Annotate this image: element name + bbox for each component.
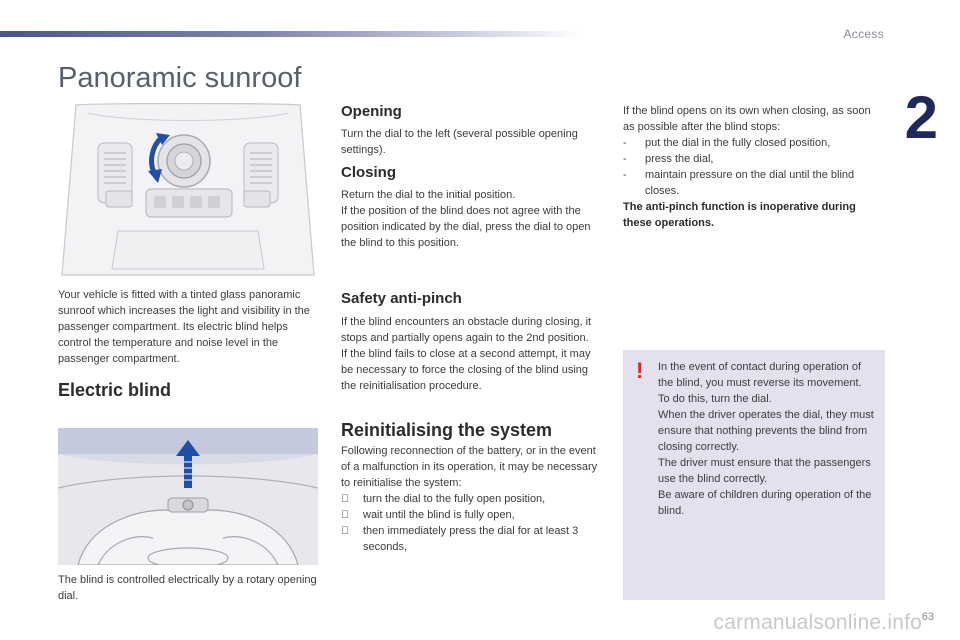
dash-icon: - [623,137,627,149]
warning-line: When the driver operates the dial, they must ensure that nothing prevents the blind from closing correctly. [658,409,874,453]
closing-text-1: Return the dial to the initial position. [341,189,516,201]
anti-pinch-note: The anti-pinch function is inoperative during these operations. [623,201,856,229]
electric-blind-caption: The blind is controlled electrically by a rotary opening dial. [58,574,317,602]
anti-pinch-text [341,314,603,394]
header-color-bar [0,31,580,37]
warning-icon: ! [636,358,644,383]
list-item: - put the dial in the fully closed position, [623,137,831,149]
reinit-section [341,443,603,555]
continued-steps [623,135,885,199]
dash-icon: - [623,169,627,181]
rotary-dial-illustration [58,103,318,278]
list-item: then immediately press the dial for at least 3 seconds, [341,523,603,555]
heading-opening: Opening [341,103,402,120]
bullet-icon [341,523,357,539]
closing-text [341,187,603,251]
intro-paragraph: Your vehicle is fitted with a tinted glass panoramic sunroof which increases the light and visibility in the passenger compartment. Its electric blind helps control the temperature and noise level in the passenger compartment. [58,289,310,365]
list-item: - maintain pressure on the dial until the blind closes. [623,169,855,197]
opening-text: Turn the dial to the left (several possible opening settings). [341,128,578,156]
page-title: Panoramic sunroof [58,62,302,94]
list-item: wait until the blind is fully open, [341,507,603,523]
page-number: 63 [921,611,934,623]
warning-box [623,350,885,600]
watermark: carmanualsonline.info [713,611,922,634]
anti-pinch-text-2: If the blind fails to close at a second attempt, it may be necessary to force the closing of the blind using the reinitialisation procedure. [341,348,591,392]
section-name: Access [843,27,884,41]
heading-electric-blind: Electric blind [58,380,172,400]
closing-text-2: If the position of the blind does not agree with the position indicated by the dial, press the dial to open the blind to this position. [341,205,591,249]
reinit-steps [341,491,603,555]
list-item: - press the dial, [623,153,714,165]
chapter-number: 2 [904,84,938,151]
anti-pinch-text-1: If the blind encounters an obstacle during closing, it stops and partially opens again to the 2nd position. [341,316,592,344]
bullet-icon [341,507,357,523]
warning-line: In the event of contact during operation of the blind, you must reverse its movement. To do this, turn the dial. [658,361,862,405]
continued-section [623,103,885,231]
car-interior-illustration [58,428,318,565]
warning-text [658,359,876,519]
continued-text: If the blind opens on its own when closing, as soon as possible after the blind stops: [623,105,871,133]
heading-safety-anti-pinch: Safety anti-pinch [341,290,462,307]
bullet-icon [341,491,357,507]
list-item: turn the dial to the fully open position, [341,491,603,507]
heading-reinitialising: Reinitialising the system [341,420,553,440]
reinit-text: Following reconnection of the battery, or in the event of a malfunction in its operation, it may be necessary to reinitialise the system: [341,445,598,489]
warning-line: Be aware of children during operation of the blind. [658,489,872,517]
heading-closing: Closing [341,164,396,181]
warning-line: The driver must ensure that the passengers use the blind correctly. [658,457,871,485]
dash-icon: - [623,153,627,165]
